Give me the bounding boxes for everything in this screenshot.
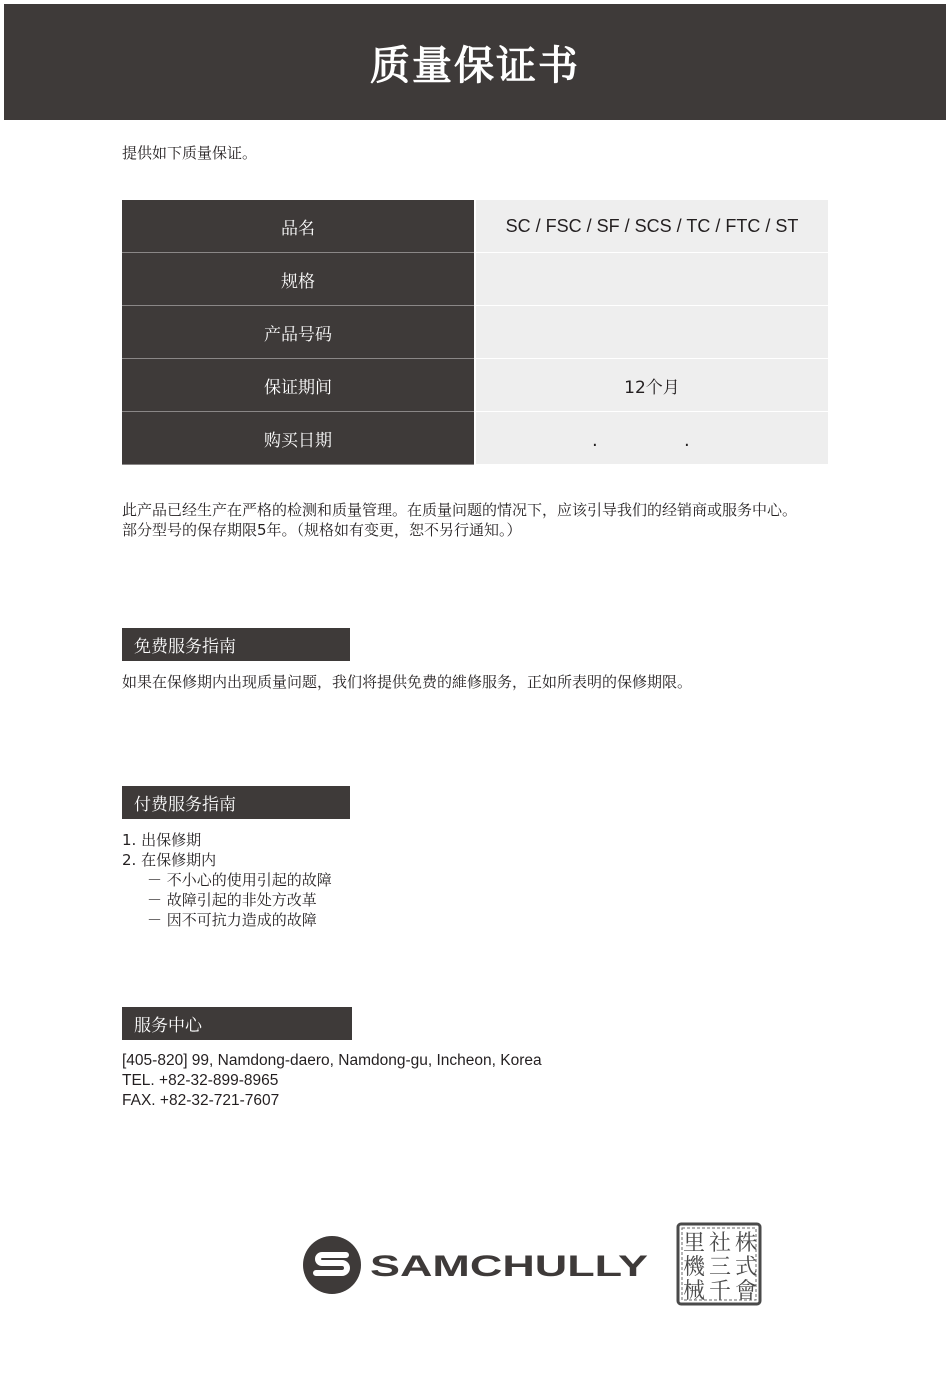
table-row-warranty-period <box>122 359 828 412</box>
date-separator-2: . <box>684 429 690 451</box>
warranty-table <box>122 200 828 465</box>
seal-char: 社 <box>708 1231 732 1256</box>
list-item: － 故障引起的非处方改革 <box>147 891 317 909</box>
row-value-warranty-period: 12个月 <box>475 359 828 412</box>
service-center-heading: 服务中心 <box>122 1007 352 1040</box>
row-value-purchase-date <box>475 412 828 465</box>
table-row-product-name <box>122 200 828 253</box>
row-value-spec <box>475 253 828 306</box>
purchase-date-field <box>552 426 752 451</box>
quality-notice <box>122 500 822 540</box>
table-row-serial <box>122 306 828 359</box>
table-row-spec <box>122 253 828 306</box>
free-service-text: 如果在保修期内出现质量问题，我们将提供免费的維修服务，正如所表明的保修期限。 <box>122 673 693 691</box>
row-value-serial <box>475 306 828 359</box>
seal-char: 械 <box>682 1279 706 1304</box>
paid-service-heading: 付费服务指南 <box>122 786 350 819</box>
phone: TEL. +82-32-899-8965 <box>122 1072 279 1089</box>
row-label-product-name: 品名 <box>122 200 475 253</box>
intro-text: 提供如下质量保证。 <box>122 144 258 162</box>
paid-service-list <box>122 830 332 930</box>
date-separator-1: . <box>592 429 598 451</box>
list-item: － 不小心的使用引起的故障 <box>147 871 332 889</box>
row-label-purchase-date: 购买日期 <box>122 412 475 465</box>
seal-char: 式 <box>734 1255 758 1280</box>
seal-char: 株 <box>734 1231 758 1256</box>
list-item: － 因不可抗力造成的故障 <box>147 911 317 929</box>
notice-line-2: 部分型号的保存期限5年。（规格如有变更，恕不另行通知。） <box>122 521 522 539</box>
free-service-heading: 免费服务指南 <box>122 628 350 661</box>
list-item: 2. 在保修期内 <box>122 851 217 869</box>
seal-char: 會 <box>734 1279 758 1304</box>
table-row-purchase-date <box>122 412 828 465</box>
row-label-serial: 产品号码 <box>122 306 475 359</box>
seal-char: 千 <box>708 1279 732 1304</box>
logo-brand-text: SAMCHULLY <box>370 1250 648 1283</box>
seal-char: 機 <box>682 1255 706 1280</box>
row-label-spec: 规格 <box>122 253 475 306</box>
row-label-warranty-period: 保证期间 <box>122 359 475 412</box>
samchully-logo-icon <box>302 1234 652 1296</box>
notice-line-1: 此产品已经生产在严格的检测和质量管理。在质量问题的情况下，应该引导我们的经销商或服务中心。 <box>122 501 798 519</box>
title-banner <box>4 4 946 120</box>
seal-char: 三 <box>708 1255 732 1280</box>
seal-char: 里 <box>682 1231 706 1256</box>
row-value-product-name: SC / FSC / SF / SCS / TC / FTC / ST <box>475 200 828 253</box>
fax: FAX. +82-32-721-7607 <box>122 1092 280 1109</box>
service-center-contact <box>122 1051 542 1111</box>
company-seal-icon <box>676 1222 762 1306</box>
list-item: 1. 出保修期 <box>122 831 202 849</box>
page-title: 质量保证书 <box>370 42 580 89</box>
address: [405-820] 99, Namdong-daero, Namdong-gu, Incheon, Korea <box>122 1052 542 1069</box>
